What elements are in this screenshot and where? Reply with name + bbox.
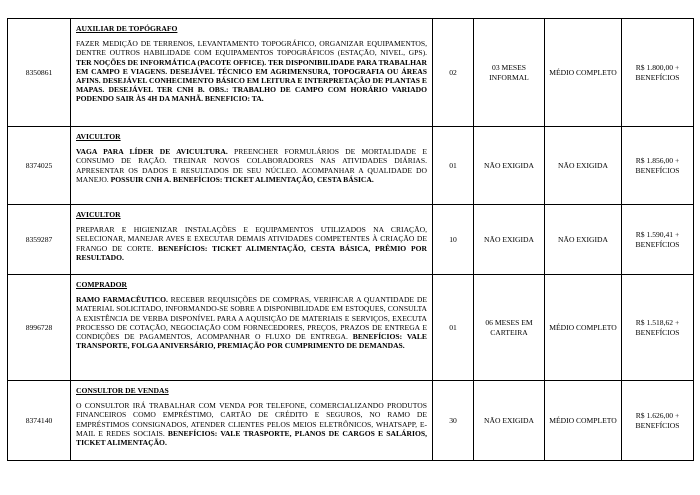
job-code: 8996728 (8, 275, 71, 381)
salary: R$ 1.800,00 + BENEFÍCIOS (622, 19, 694, 127)
vacancies: 01 (433, 127, 474, 205)
job-description (71, 205, 433, 275)
job-details (76, 39, 427, 103)
education: NÃO EXIGIDA (545, 127, 622, 205)
job-description (71, 381, 433, 461)
description-lead-text: VAGA PARA LÍDER DE AVICULTURA. (76, 147, 228, 157)
vacancies: 10 (433, 205, 474, 275)
description-text: PREENCHER FORMULÁRIOS DE MORTALIDADE E CONSUMO DE RAÇÃO. TREINAR NOVOS COLABORADORES NAS ATIVIDADES DIÁRIAS. APRESENTAR OS DADOS E RESULTADOS DE SEU NÚCLEO. ACOMPANHAR A QUALIDADE DO MANEJO. (76, 147, 427, 184)
description-text: FAZER MEDIÇÃO DE TERRENOS, LEVANTAMENTO TOPOGRÁFICO, ORGANIZAR EQUIPAMENTOS, DENTRE OUTROS HABILIDADE COM EQUIPAMENTOS TOPOGRÁFICOS (ESTAÇÃO, NIVEL, GPS). (76, 39, 427, 58)
job-listings-table (7, 18, 694, 461)
salary: R$ 1.518,62 + BENEFÍCIOS (622, 275, 694, 381)
job-details (76, 225, 427, 262)
table-row (8, 19, 694, 127)
description-bold-text: BENEFÍCIOS: TICKET ALIMENTAÇÃO, CESTA BÁSICA, PRÊMIO POR RESULTADO. (76, 243, 428, 262)
experience: NÃO EXIGIDA (474, 127, 545, 205)
table-row (8, 205, 694, 275)
description-text: O CONSULTOR IRÁ TRABALHAR COM VENDA POR TELEFONE, COMERCIALIZANDO PRODUTOS FINANCEIROS COMO EMPRÉSTIMO, CARTÃO DE CRÉDITO E SEGUROS, NO RAMO DE EMPRÉSTIMOS CONSIGNADOS, ATENDER CLIENTES PELOS MEIOS ELETRÔNICOS, WHATSAPP, E-MAIL E REDES SOCIAIS. (76, 401, 427, 438)
description-lead-text: RAMO FARMACÊUTICO. (76, 295, 168, 305)
education: MÉDIO COMPLETO (545, 19, 622, 127)
job-code: 8350861 (8, 19, 71, 127)
vacancies: 02 (433, 19, 474, 127)
salary: R$ 1.626,00 + BENEFÍCIOS (622, 381, 694, 461)
education: MÉDIO COMPLETO (545, 275, 622, 381)
job-description (71, 19, 433, 127)
description-bold-text: BENEFÍCIOS: VALE TRASPORTE, PLANOS DE CARGOS E SALÁRIOS, TICKET ALIMENTAÇÃO. (76, 428, 427, 448)
job-description (71, 127, 433, 205)
education: MÉDIO COMPLETO (545, 381, 622, 461)
job-title: AVICULTOR (76, 132, 121, 141)
salary: R$ 1.590,41 + BENEFÍCIOS (622, 205, 694, 275)
description-bold-text: BENEFÍCIOS: VALE TRANSPORTE, FOLGA ANIVERSÁRIO, PREMIAÇÃO POR CUMPRIMENTO DE DEMANDAS. (76, 332, 427, 351)
education: NÃO EXIGIDA (545, 205, 622, 275)
description-text: PREPARAR E HIGIENIZAR INSTALAÇÕES E EQUIPAMENTOS UTILIZADOS NA CRIAÇÃO, SELECIONAR, MANEJAR AVES E EXECUTAR DEMAIS ATIVIDADES COMPETENTES À CRIAÇÃO DE FRANGO DE CORTE. (76, 225, 427, 253)
job-code: 8374140 (8, 381, 71, 461)
salary: R$ 1.856,00 + BENEFÍCIOS (622, 127, 694, 205)
description-bold-text: TER NOÇÕES DE INFORMÁTICA (PACOTE OFFICE). TER DISPONIBILIDADE PARA TRABALHAR EM CAMPO E VIAGENS. DESEJÁVEL TÉCNICO EM AGRIMENSURA, TOPOGRAFIA OU ÁREAS AFINS. DESEJÁVEL CONHECIMENTO BÁSICO EM LEITURA E INTERPRETAÇÃO DE PLANTAS E MAPAS. DESEJÁVEL TER CNH B. OBS.: TRABALHO DE CAMPO COM HORÁRIO VARIADO PODENDO SAIR ÀS 4H DA MANHÃ. BENEFICIO: TA. (76, 57, 427, 104)
vacancies: 30 (433, 381, 474, 461)
job-details (76, 147, 427, 184)
table-row (8, 275, 694, 381)
job-details (76, 401, 427, 447)
description-text: RECEBER REQUISIÇÕES DE COMPRAS, VERIFICAR A QUANTIDADE DE MATERIAL SOLICITADO, INFORMANDO-SE SOBRE A DISPONIBILIDADE EM ESTOQUES, CONSULTA A EXISTÊNCIA DE VERBA DISPONÍVEL PARA A AQUISIÇÃO DE MATERIAIS E SERVIÇOS, EXECUTA PROCESSO DE COTAÇÃO, NEGOCIAÇÃO COM FORNECEDORES, PREÇOS, PRAZOS DE ENTREGA E CONDIÇÕES DE PAGAMENTOS, ACOMPANHAR O FLUXO DE ENTREGA. (76, 295, 427, 342)
experience: NÃO EXIGIDA (474, 205, 545, 275)
description-bold-text: POSSUIR CNH A. BENEFÍCIOS: TICKET ALIMENTAÇÃO, CESTA BÁSICA. (110, 174, 374, 184)
vacancies: 01 (433, 275, 474, 381)
job-title: COMPRADOR (76, 280, 128, 289)
job-code: 8359287 (8, 205, 71, 275)
job-title: AUXILIAR DE TOPÓGRAFO (76, 24, 178, 33)
job-code: 8374025 (8, 127, 71, 205)
job-description (71, 275, 433, 381)
experience: 03 MESES INFORMAL (474, 19, 545, 127)
job-title: AVICULTOR (76, 210, 121, 219)
job-title: CONSULTOR DE VENDAS (76, 386, 169, 395)
experience: NÃO EXIGIDA (474, 381, 545, 461)
experience: 06 MESES EM CARTEIRA (474, 275, 545, 381)
table-row (8, 381, 694, 461)
job-details (76, 295, 427, 350)
table-row (8, 127, 694, 205)
